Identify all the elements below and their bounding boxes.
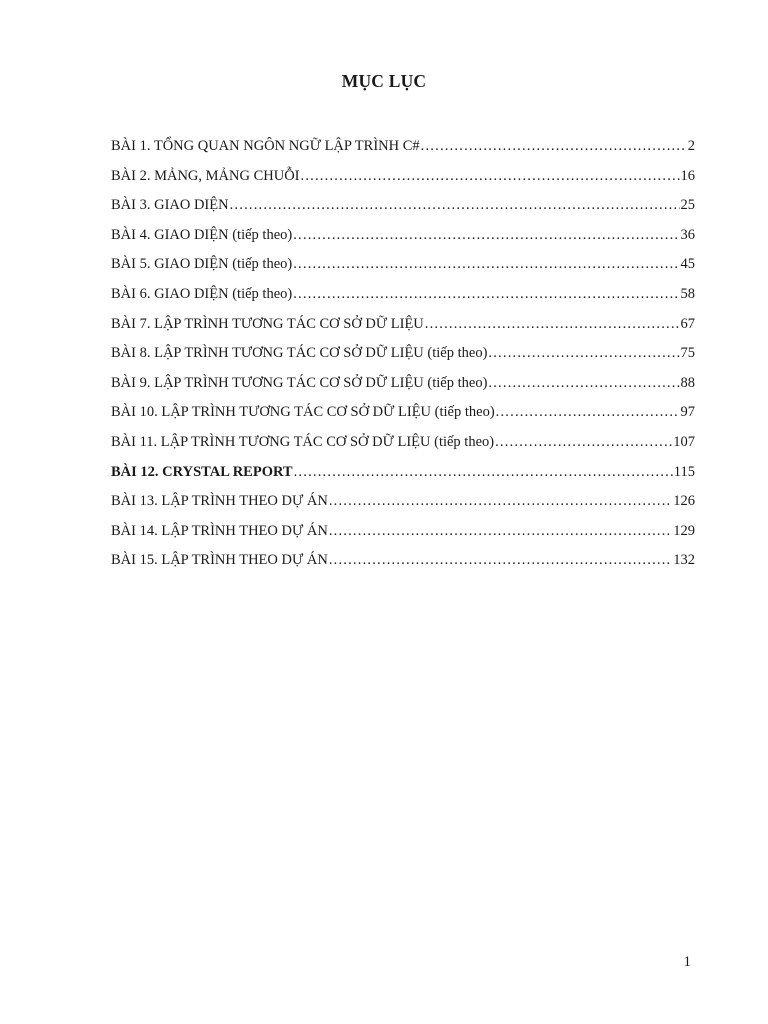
toc-entry-label: BÀI 13. LẬP TRÌNH THEO DỰ ÁN	[111, 493, 328, 510]
toc-entry-page: 25	[680, 197, 695, 214]
dot-leader	[488, 373, 679, 393]
toc-entry[interactable]	[111, 195, 695, 225]
toc-entry-label: BÀI 5. GIAO DIỆN (tiếp theo)	[111, 256, 293, 273]
dot-leader	[293, 284, 679, 304]
page-number: 1	[683, 954, 691, 970]
dot-leader	[329, 491, 672, 511]
toc-entry[interactable]	[111, 521, 695, 551]
toc-entry[interactable]	[111, 373, 695, 403]
toc-entry-page: 97	[680, 404, 695, 421]
toc-entry[interactable]	[111, 550, 695, 580]
table-of-contents	[111, 136, 695, 580]
dot-leader	[421, 136, 687, 156]
toc-entry[interactable]	[111, 166, 695, 196]
toc-entry-label: BÀI 8. LẬP TRÌNH TƯƠNG TÁC CƠ SỞ DỮ LIỆU (tiếp theo)	[111, 345, 488, 362]
dot-leader	[329, 521, 672, 541]
toc-entry-label: BÀI 9. LẬP TRÌNH TƯƠNG TÁC CƠ SỞ DỮ LIỆU (tiếp theo)	[111, 374, 488, 391]
toc-entry-label: BÀI 4. GIAO DIỆN (tiếp theo)	[111, 226, 293, 243]
toc-entry-page: 58	[680, 285, 695, 302]
toc-entry-label: BÀI 6. GIAO DIỆN (tiếp theo)	[111, 285, 293, 302]
toc-entry[interactable]	[111, 343, 695, 373]
toc-entry[interactable]	[111, 225, 695, 255]
toc-entry-page: 115	[673, 463, 695, 480]
dot-leader	[294, 462, 673, 482]
page-title: MỤC LỤC	[341, 71, 427, 91]
toc-entry-page: 88	[680, 374, 695, 391]
toc-entry-page: 2	[687, 138, 695, 154]
toc-entry-page: 67	[680, 315, 695, 332]
toc-entry-page: 132	[673, 552, 695, 569]
toc-entry[interactable]	[111, 462, 695, 492]
toc-entry[interactable]	[111, 432, 695, 462]
toc-entry[interactable]	[111, 136, 695, 166]
toc-entry[interactable]	[111, 491, 695, 521]
toc-entry-page: 75	[680, 345, 695, 362]
toc-entry-label: BÀI 15. LẬP TRÌNH THEO DỰ ÁN	[111, 552, 328, 569]
toc-entry-page: 36	[680, 226, 695, 243]
toc-entry-label: BÀI 14. LẬP TRÌNH THEO DỰ ÁN	[111, 522, 328, 539]
toc-entry[interactable]	[111, 254, 695, 284]
toc-entry-label: BÀI 11. LẬP TRÌNH TƯƠNG TÁC CƠ SỞ DỮ LIỆU (tiếp theo)	[111, 433, 495, 450]
dot-leader	[329, 550, 672, 570]
toc-entry-label: BÀI 2. MẢNG, MẢNG CHUỖI	[111, 167, 300, 184]
dot-leader	[496, 402, 680, 422]
toc-entry-page: 45	[680, 256, 695, 273]
dot-leader	[495, 432, 672, 452]
toc-entry-label: BÀI 10. LẬP TRÌNH TƯƠNG TÁC CƠ SỞ DỮ LIỆU (tiếp theo)	[111, 404, 495, 421]
toc-entry[interactable]	[111, 314, 695, 344]
dot-leader	[301, 166, 680, 186]
dot-leader	[230, 195, 680, 215]
toc-entry-page: 126	[673, 493, 695, 510]
toc-entry-page: 107	[673, 433, 695, 450]
toc-entry-label: BÀI 12. CRYSTAL REPORT	[111, 463, 293, 480]
toc-entry-label: BÀI 7. LẬP TRÌNH TƯƠNG TÁC CƠ SỞ DỮ LIỆU	[111, 315, 424, 332]
toc-entry-page: 129	[673, 522, 695, 539]
toc-entry-label: BÀI 3. GIAO DIỆN	[111, 197, 229, 214]
toc-entry-page: 16	[680, 167, 695, 184]
toc-entry[interactable]	[111, 402, 695, 432]
dot-leader	[293, 225, 679, 245]
dot-leader	[425, 314, 680, 334]
dot-leader	[488, 343, 679, 363]
toc-entry-label: BÀI 1. TỔNG QUAN NGÔN NGỮ LẬP TRÌNH C#	[111, 138, 420, 154]
toc-entry[interactable]	[111, 284, 695, 314]
dot-leader	[293, 254, 679, 274]
